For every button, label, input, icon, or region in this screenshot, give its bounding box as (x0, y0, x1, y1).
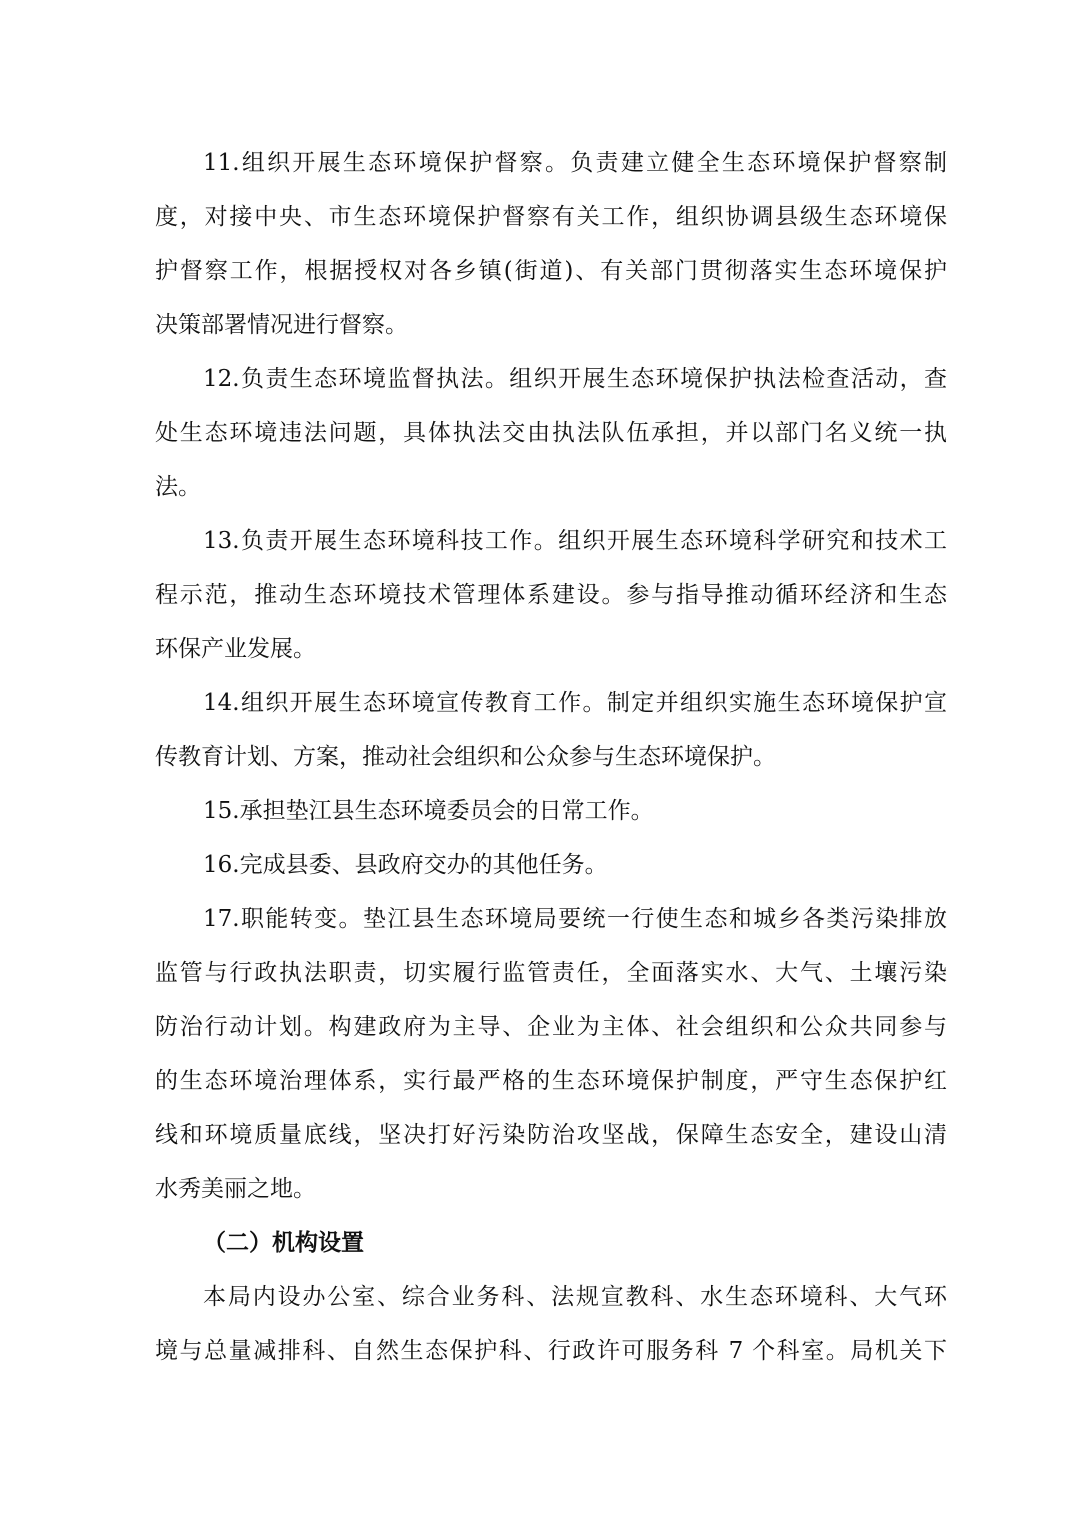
text-line: 法。 (155, 474, 201, 500)
text-line: 线和环境质量底线，坚决打好污染防治攻坚战，保障生态安全，建设山清 (155, 1122, 947, 1148)
text-line: 度，对接中央、市生态环境保护督察有关工作，组织协调县级生态环境保 (155, 204, 947, 230)
paragraph (155, 676, 947, 784)
text-line: 决策部署情况进行督察。 (155, 312, 408, 338)
text-line: 17.职能转变。垫江县生态环境局要统一行使生态和城乡各类污染排放 (203, 906, 947, 932)
text-line: 13.负责开展生态环境科技工作。组织开展生态环境科学研究和技术工 (203, 528, 947, 554)
text-line: 环保产业发展。 (155, 636, 316, 662)
paragraph (155, 1270, 947, 1378)
text-line: 15.承担垫江县生态环境委员会的日常工作。 (203, 798, 654, 824)
text-line: 境与总量减排科、自然生态保护科、行政许可服务科 7 个科室。局机关下 (155, 1338, 947, 1364)
text-line: 水秀美丽之地。 (155, 1176, 316, 1202)
text-line: 本局内设办公室、综合业务科、法规宣教科、水生态环境科、大气环 (203, 1284, 947, 1310)
text-line: 传教育计划、方案，推动社会组织和公众参与生态环境保护。 (155, 744, 776, 770)
paragraph (155, 892, 947, 1216)
text-line: 程示范，推动生态环境技术管理体系建设。参与指导推动循环经济和生态 (155, 582, 947, 608)
text-line: 监管与行政执法职责，切实履行监管责任，全面落实水、大气、土壤污染 (155, 960, 947, 986)
text-line: 护督察工作，根据授权对各乡镇(街道)、有关部门贯彻落实生态环境保护 (155, 258, 947, 284)
paragraph (155, 136, 947, 352)
paragraph (155, 352, 947, 514)
paragraph (155, 838, 947, 892)
paragraph (155, 514, 947, 676)
text-line: 16.完成县委、县政府交办的其他任务。 (203, 852, 608, 878)
text-line: 11.组织开展生态环境保护督察。负责建立健全生态环境保护督察制 (203, 150, 947, 176)
section-heading (155, 1216, 947, 1270)
text-line: 12.负责生态环境监督执法。组织开展生态环境保护执法检查活动，查 (203, 366, 947, 392)
text-line: 防治行动计划。构建政府为主导、企业为主体、社会组织和公众共同参与 (155, 1014, 947, 1040)
text-line: 处生态环境违法问题，具体执法交由执法队伍承担，并以部门名义统一执 (155, 420, 947, 446)
text-line: 14.组织开展生态环境宣传教育工作。制定并组织实施生态环境保护宣 (203, 690, 947, 716)
paragraph (155, 784, 947, 838)
document-body (155, 136, 947, 1378)
text-line: 的生态环境治理体系，实行最严格的生态环境保护制度，严守生态保护红 (155, 1068, 947, 1094)
text-line: （二）机构设置 (203, 1230, 364, 1256)
